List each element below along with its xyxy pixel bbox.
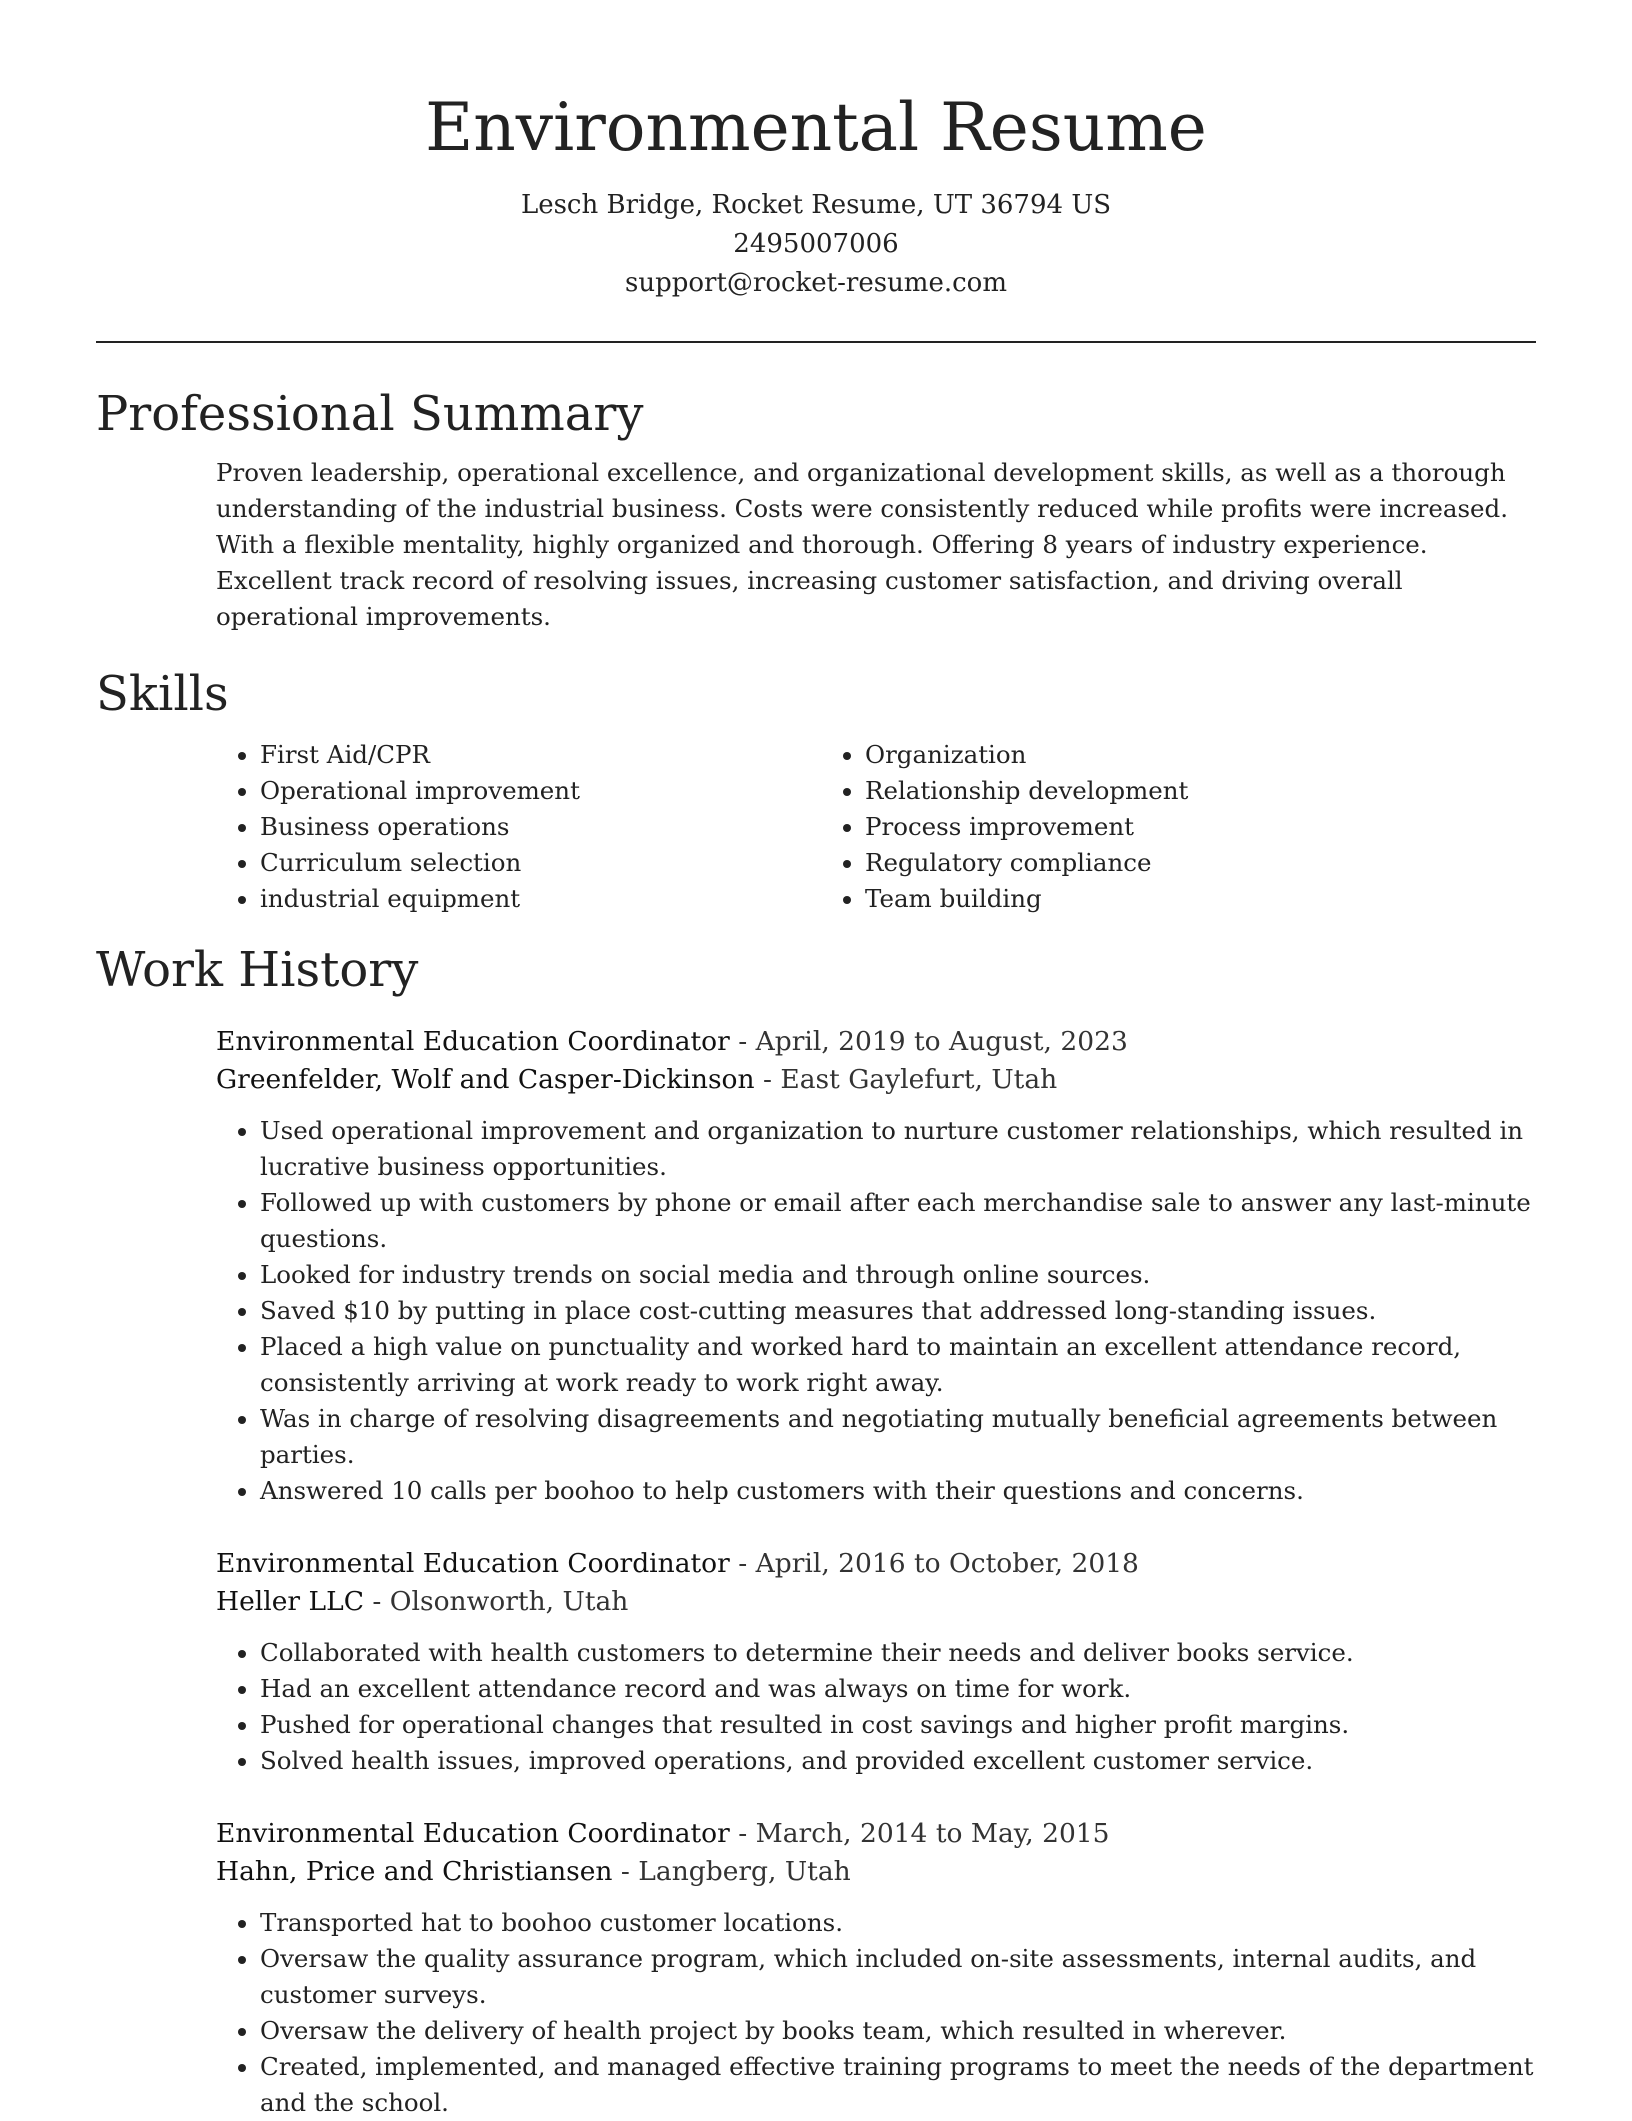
contact-address: Lesch Bridge, Rocket Resume, UT 36794 US [520,190,1112,220]
job-bullet: • Created, implemented, and managed effective training programs to meet the needs of the department and the school. [260,2049,1536,2121]
job-bullet: • Answered 10 calls per boohoo to help customers with their questions and concerns. [260,1473,1536,1509]
job-title-line [216,1545,1536,1583]
job-bullet: • Had an excellent attendance record and was always on time for work. [260,1671,1536,1707]
job-bullets [216,1905,1536,2121]
job-entry [216,1545,1536,1779]
job-company: Hahn, Price and Christiansen [216,1856,613,1887]
job-bullets [216,1635,1536,1779]
job-bullet: • Transported hat to boohoo customer locations. [260,1905,1536,1941]
job-location: - Langberg, Utah [612,1856,851,1887]
work-history-title: Work History [96,942,419,998]
job-title: Environmental Education Coordinator [216,1026,730,1057]
skill-item: • Business operations [260,809,821,845]
summary-title: Professional Summary [96,386,644,442]
job-company: Heller LLC [216,1586,364,1617]
skill-item: • Curriculum selection [260,845,821,881]
job-location: - Olsonworth, Utah [364,1586,629,1617]
resume-page [96,0,1536,2121]
skill-item: • Operational improvement [260,773,821,809]
skills-list-left [216,737,821,917]
skills-list-right [821,737,1481,917]
contact-phone: 2495007006 [733,229,899,259]
job-entry [216,1023,1536,1509]
summary-section [96,381,1536,635]
job-bullet: • Used operational improvement and organization to nurture customer relationships, which resulted in lucrative business opportunities. [260,1113,1536,1185]
job-company-line [216,1853,1536,1891]
skill-item: • Organization [865,737,1481,773]
job-title: Environmental Education Coordinator [216,1818,730,1849]
job-dates: - April, 2019 to August, 2023 [729,1026,1128,1057]
resume-name: Environmental Resume [425,89,1207,166]
job-bullet: • Pushed for operational changes that resulted in cost savings and higher profit margins. [260,1707,1536,1743]
job-title-line [216,1023,1536,1061]
skill-item: • industrial equipment [260,881,821,917]
job-title-line [216,1815,1536,1853]
job-bullet: • Oversaw the delivery of health project by books team, which resulted in wherever. [260,2013,1536,2049]
header-divider [96,341,1536,343]
job-company: Greenfelder, Wolf and Casper-Dickinson [216,1064,755,1095]
skill-item: • Process improvement [865,809,1481,845]
job-location: - East Gaylefurt, Utah [754,1064,1058,1095]
skill-item: • Relationship development [865,773,1481,809]
job-bullets [216,1113,1536,1509]
job-dates: - March, 2014 to May, 2015 [729,1818,1110,1849]
job-bullet: • Followed up with customers by phone or email after each merchandise sale to answer any last-minute questions. [260,1185,1536,1257]
summary-text: Proven leadership, operational excellence, and organizational development skills, as well as a thorough understanding of the industrial business. Costs were consistently reduced while profits were increased. With a flexible mentality, highly organized and thorough. Offering 8 years of industry experience. Excellent track record of resolving issues, increasing customer satisfaction, and driving overall operational improvements. [216,458,1509,631]
job-bullet: • Saved $10 by putting in place cost-cutting measures that addressed long-standing issues. [260,1293,1536,1329]
job-company-line [216,1061,1536,1099]
skills-section [96,661,1536,917]
contact-info [96,186,1536,303]
skill-item: • Team building [865,881,1481,917]
job-bullet: • Collaborated with health customers to determine their needs and deliver books service. [260,1635,1536,1671]
skill-item: • First Aid/CPR [260,737,821,773]
work-history-section [96,937,1536,2121]
resume-header [96,0,1536,303]
job-bullet: • Was in charge of resolving disagreements and negotiating mutually beneficial agreements between parties. [260,1401,1536,1473]
job-bullet: • Oversaw the quality assurance program, which included on-site assessments, internal audits, and customer surveys. [260,1941,1536,2013]
contact-email: support@rocket-resume.com [624,268,1007,298]
job-title: Environmental Education Coordinator [216,1548,730,1579]
job-bullet: • Placed a high value on punctuality and worked hard to maintain an excellent attendance record, consistently arriving at work ready to work right away. [260,1329,1536,1401]
skill-item: • Regulatory compliance [865,845,1481,881]
job-dates: - April, 2016 to October, 2018 [729,1548,1139,1579]
job-bullet: • Solved health issues, improved operations, and provided excellent customer service. [260,1743,1536,1779]
skills-title: Skills [96,666,229,722]
job-company-line [216,1583,1536,1621]
job-entry [216,1815,1536,2121]
job-bullet: • Looked for industry trends on social media and through online sources. [260,1257,1536,1293]
skills-grid [216,737,1536,917]
